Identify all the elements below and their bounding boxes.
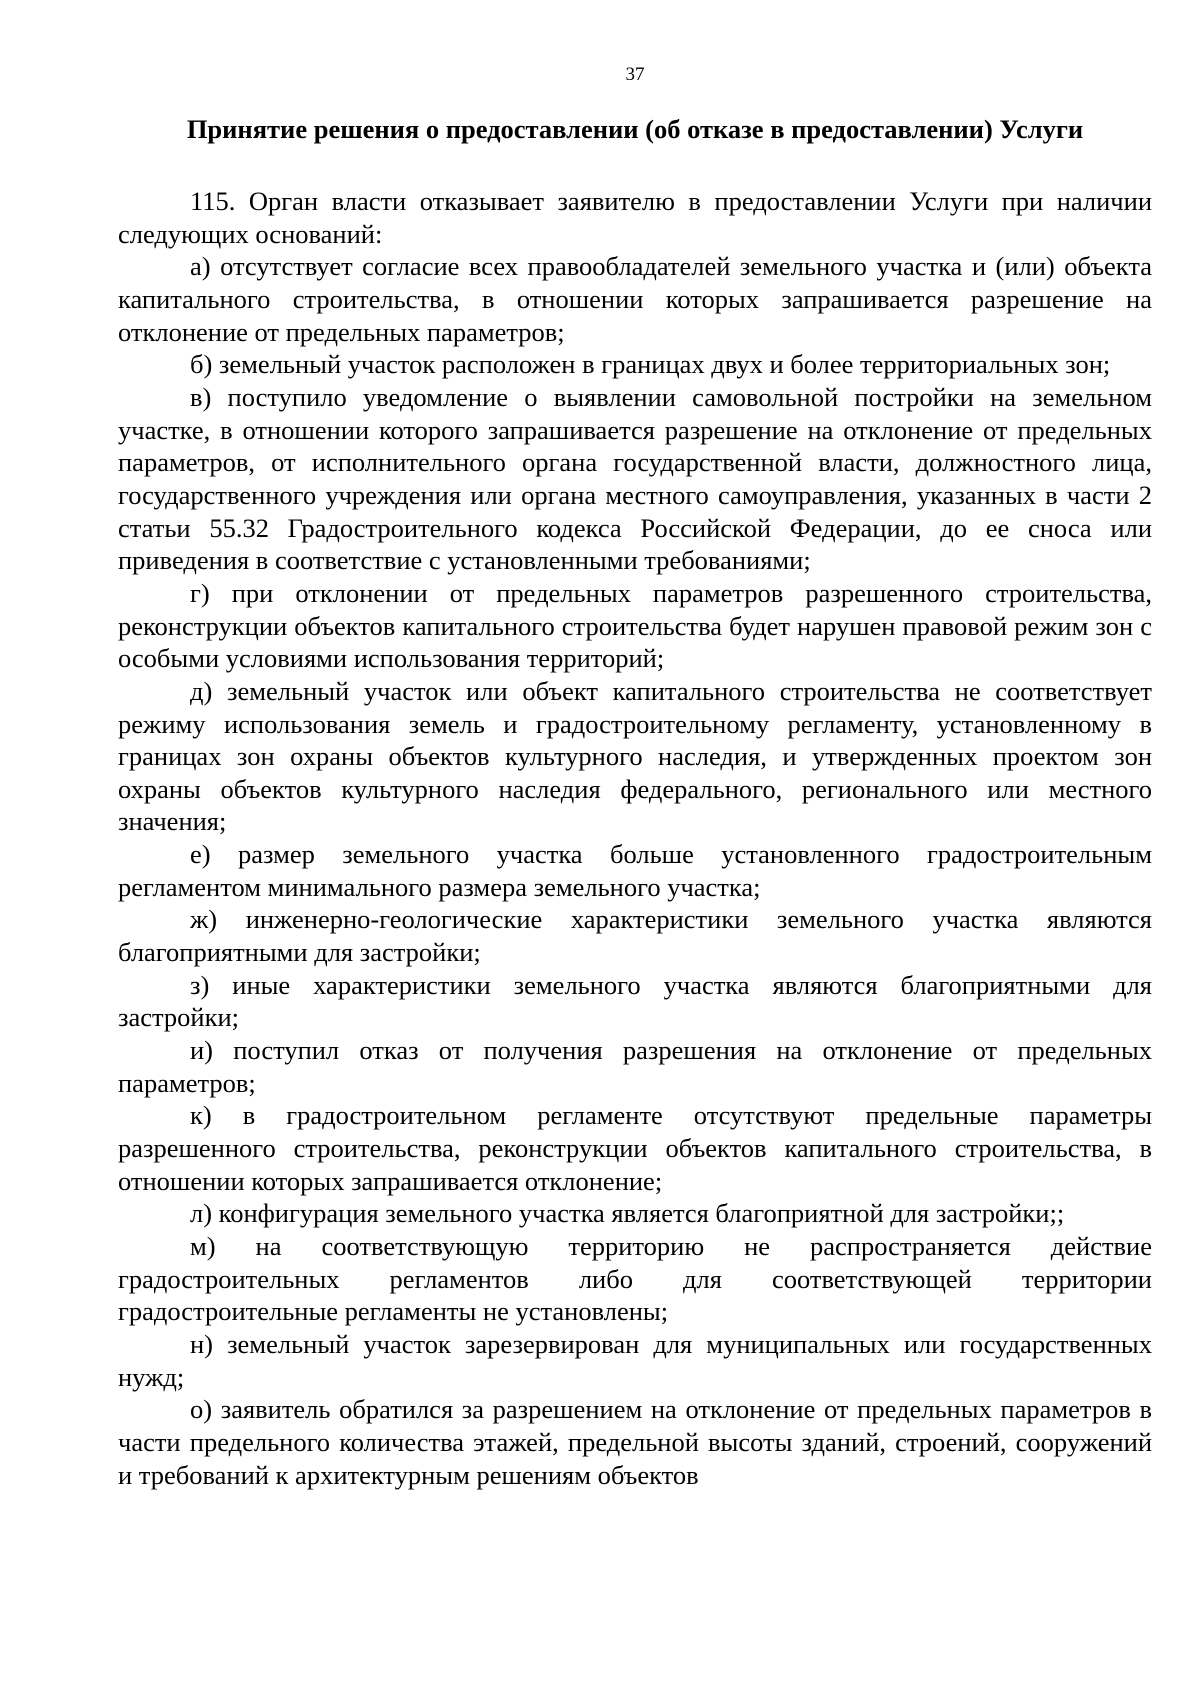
paragraph-item-zh: ж) инженерно-геологические характеристики земельного участка являются благоприятными для застройки;: [118, 904, 1152, 968]
section-heading: Принятие решения о предоставлении (об отказе в предоставлении) Услуги: [186, 114, 1084, 144]
page-number: 37: [625, 64, 645, 85]
paragraph-115: 115. Орган власти отказывает заявителю в предоставлении Услуги при наличии следующих оснований:: [118, 186, 1152, 249]
paragraph-item-i: и) поступил отказ от получения разрешения на отклонение от предельных параметров;: [118, 1035, 1152, 1098]
paragraph-item-d: д) земельный участок или объект капитального строительства не соответствует режиму использования земель и градостроительному регламенту, установленному в границах зон охраны объектов культурного наследия, и утвержденных проектом зон охраны объектов культурного наследия федерального, регионального или местного значения;: [118, 675, 1152, 837]
paragraph-item-l: л) конфигурация земельного участка является благоприятной для застройки;;: [190, 1198, 1065, 1229]
paragraph-item-e: е) размер земельного участка больше установленного градостроительным регламентом минимального размера земельного участка;: [118, 839, 1152, 902]
paragraph-item-b: б) земельный участок расположен в границах двух и более территориальных зон;: [190, 349, 1111, 380]
paragraph-item-k: к) в градостроительном регламенте отсутствуют предельные параметры разрешенного строительства, реконструкции объектов капитального строительства, в отношении которых запрашивается отклонение;: [118, 1100, 1152, 1196]
paragraph-item-z: з) иные характеристики земельного участка являются благоприятными для застройки;: [118, 969, 1152, 1033]
paragraph-item-m: м) на соответствующую территорию не распространяется действие градостроительных регламентов либо для соответствующей территории градостроительные регламенты не установлены;: [118, 1231, 1152, 1327]
paragraph-item-g: г) при отклонении от предельных параметров разрешенного строительства, реконструкции объектов капитального строительства будет нарушен правовой режим зон с особыми условиями использования территорий;: [118, 577, 1152, 674]
document-page: [118, 64, 1152, 1491]
paragraph-item-v: в) поступило уведомление о выявлении самовольной постройки на земельном участке, в отношении которого запрашивается разрешение на отклонение от предельных параметров, от исполнительного органа государственной власти, должностного лица, государственного учреждения или органа местного самоуправления, указанных в части 2 статьи 55.32 Градостроительного кодекса Российской Федерации, до ее сноса или приведения в соответствие с установленными требованиями;: [118, 381, 1152, 576]
paragraph-item-a: а) отсутствует согласие всех правообладателей земельного участка и (или) объекта капитального строительства, в отношении которых запрашивается разрешение на отклонение от предельных параметров;: [118, 251, 1152, 347]
paragraph-item-n: н) земельный участок зарезервирован для муниципальных или государственных нужд;: [118, 1328, 1152, 1392]
paragraph-item-o: о) заявитель обратился за разрешением на отклонение от предельных параметров в части предельного количества этажей, предельной высоты зданий, строений, сооружений и требований к архитектурным решениям объектов: [118, 1394, 1152, 1490]
body-text: [118, 185, 1152, 1491]
